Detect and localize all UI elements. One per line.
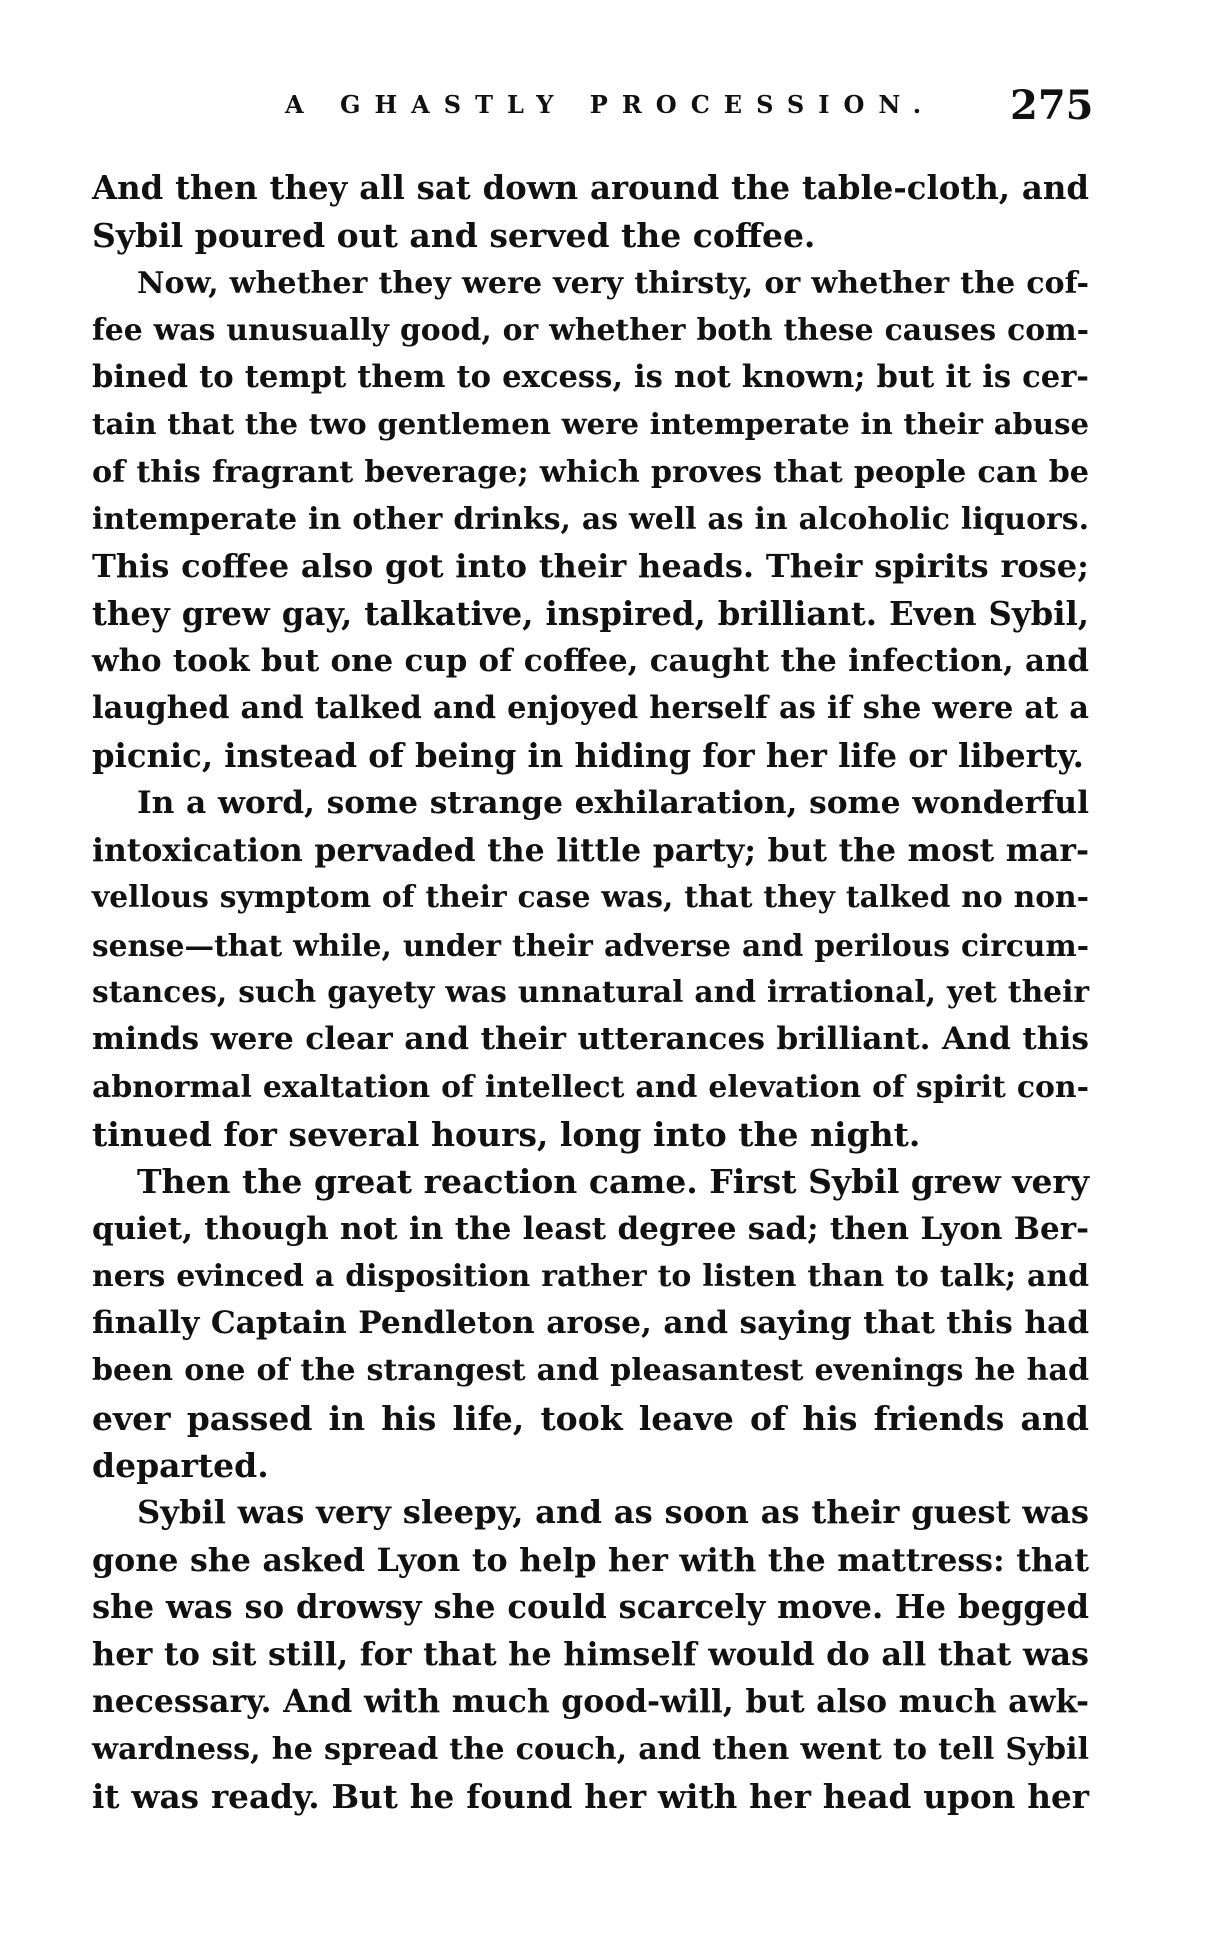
text-line: sense—that while, under their adverse and perilous circum- [92,927,1089,963]
page-number: 275 [1010,82,1094,129]
body-text [92,165,1089,1820]
running-title: A GHASTLY PROCESSION. [285,90,936,119]
text-line: necessary. And with much good-will, but also much awk- [92,1683,1089,1720]
text-line: tain that the two gentlemen were intemperate in their abuse [92,407,1089,442]
text-line: of this fragrant beverage; which proves that people can be [92,454,1089,490]
text-line: In a word, some strange exhilaration, some wonderful [137,784,1089,821]
text-line: minds were clear and their utterances brilliant. And this [92,1021,1089,1058]
text-line: fee was unusually good, or whether both these causes com- [92,312,1089,348]
text-line: ners evinced a disposition rather to listen than to talk; and [92,1258,1089,1294]
text-line: departed. [92,1446,269,1486]
text-line: laughed and talked and enjoyed herself as if she were at a [92,690,1089,727]
text-line: Now, whether they were very thirsty, or whether the cof- [137,265,1089,301]
text-line: gone she asked Lyon to help her with the mattress: that [92,1541,1089,1579]
text-line: stances, such gayety was unnatural and irrational, yet their [92,975,1089,1011]
text-line: vellous symptom of their case was, that they talked no non- [92,880,1089,916]
running-head [0,82,1227,129]
text-line: abnormal exaltation of intellect and elevation of spirit con- [92,1069,1089,1105]
text-line: it was ready. But he found her with her head upon her [92,1777,1089,1817]
text-line: intemperate in other drinks, as well as in alcoholic liquors. [92,502,1089,538]
text-line: quiet, though not in the least degree sad; then Lyon Ber- [92,1210,1089,1247]
text-line: her to sit still, for that he himself would do all that was [92,1635,1089,1674]
text-line: And then they all sat down around the table-cloth, and [92,169,1089,207]
text-line: she was so drowsy she could scarcely move. He begged [92,1587,1089,1626]
text-line: intoxication pervaded the little party; but the most mar- [92,832,1089,870]
text-line: been one of the strangest and pleasantest evenings he had [92,1353,1089,1389]
text-line: finally Captain Pendleton arose, and saying that this had [92,1305,1089,1342]
text-line: ever passed in his life, took leave of his friends and [92,1398,1089,1438]
text-line: who took but one cup of coffee, caught the infection, and [92,642,1089,679]
text-line: Sybil poured out and served the coffee. [92,216,816,256]
text-line: Then the great reaction came. First Sybil grew very [137,1162,1089,1202]
text-line: bined to tempt them to excess, is not known; but it is cer- [92,359,1089,396]
text-line: tinued for several hours, long into the night. [92,1114,921,1154]
text-line: This coffee also got into their heads. Their spirits rose; [92,547,1089,586]
text-line: Sybil was very sleepy, and as soon as their guest was [137,1493,1089,1532]
text-line: they grew gay, talkative, inspired, brilliant. Even Sybil, [92,594,1089,633]
text-line: wardness, he spread the couch, and then went to tell Sybil [92,1731,1089,1767]
text-line: picnic, instead of being in hiding for her life or liberty. [92,736,1084,775]
